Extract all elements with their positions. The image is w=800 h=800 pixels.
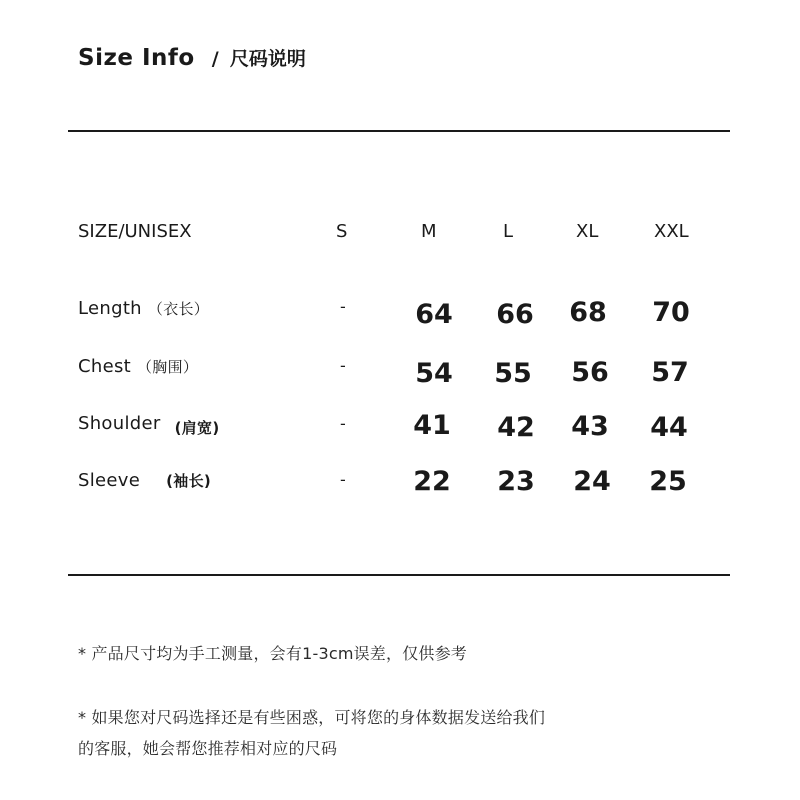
- column-header-l: L: [503, 221, 514, 242]
- row-label-text: Sleeve: [78, 470, 141, 491]
- title-english: Size Info: [78, 45, 195, 71]
- top-divider: [68, 130, 730, 132]
- shoulder-xxl-value: 44: [650, 412, 688, 443]
- shoulder-l-value: 42: [497, 412, 535, 443]
- row-label-chinese: （胸围）: [137, 358, 199, 376]
- sleeve-xl-value: 24: [573, 466, 611, 497]
- row-label-chinese: (肩宽): [174, 419, 220, 437]
- row-label-text: Length: [78, 298, 142, 319]
- length-xxl-value: 70: [652, 297, 690, 328]
- chest-xl-value: 56: [571, 357, 609, 388]
- sleeve-s-value: -: [340, 470, 346, 489]
- chest-l-value: 55: [494, 358, 532, 389]
- length-m-value: 64: [415, 299, 453, 330]
- column-header-xl: XL: [576, 221, 599, 242]
- sleeve-m-value: 22: [413, 466, 451, 497]
- chest-s-value: -: [340, 356, 346, 375]
- row-label-chinese: （衣长）: [147, 300, 210, 318]
- length-s-value: -: [340, 297, 346, 316]
- length-l-value: 66: [496, 299, 534, 330]
- size-unisex-header: SIZE/UNISEX: [78, 221, 192, 242]
- row-label-text: Shoulder: [78, 413, 161, 434]
- column-header-xxl: XXL: [654, 221, 689, 242]
- length-xl-value: 68: [569, 297, 607, 328]
- note-contact-line1: * 如果您对尺码选择还是有些困惑，可将您的身体数据发送给我们: [78, 708, 546, 727]
- chest-m-value: 54: [415, 358, 453, 389]
- note-contact-line2: 的客服，她会帮您推荐相对应的尺码: [78, 739, 338, 758]
- bottom-divider: [68, 574, 730, 576]
- shoulder-xl-value: 43: [571, 411, 609, 442]
- sleeve-l-value: 23: [497, 466, 535, 497]
- page-title: [78, 44, 306, 71]
- title-chinese: 尺码说明: [229, 48, 306, 70]
- column-header-s: S: [336, 221, 348, 242]
- shoulder-m-value: 41: [413, 410, 451, 441]
- row-label-chest: [78, 356, 198, 377]
- chest-xxl-value: 57: [651, 357, 689, 388]
- row-label-chinese: (袖长): [166, 472, 212, 490]
- row-label-text: Chest: [78, 356, 131, 377]
- row-label-shoulder: [78, 413, 220, 437]
- row-label-sleeve: [78, 470, 211, 491]
- note-measurement: * 产品尺寸均为手工测量，会有1-3cm误差，仅供参考: [78, 644, 468, 663]
- shoulder-s-value: -: [340, 414, 346, 433]
- title-separator: /: [211, 48, 219, 70]
- row-label-length: [78, 298, 209, 319]
- sleeve-xxl-value: 25: [649, 466, 687, 497]
- column-header-m: M: [421, 221, 437, 242]
